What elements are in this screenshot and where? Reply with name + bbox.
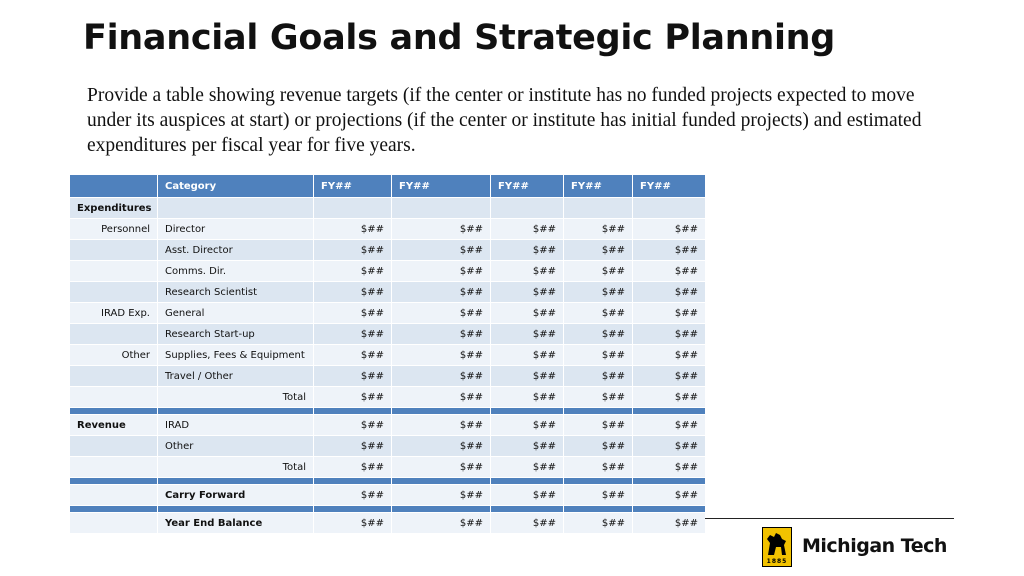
value-cell: $## <box>392 485 491 506</box>
value-cell: $## <box>314 261 392 282</box>
header-cell: FY## <box>564 175 633 198</box>
value-cell: $## <box>564 457 633 478</box>
category-cell: General <box>158 303 314 324</box>
value-cell: $## <box>633 366 706 387</box>
value-cell: $## <box>392 415 491 436</box>
value-cell: $## <box>564 366 633 387</box>
table-row <box>70 345 706 366</box>
value-cell: $## <box>491 485 564 506</box>
category-cell: Supplies, Fees & Equipment <box>158 345 314 366</box>
value-cell: $## <box>314 303 392 324</box>
value-cell: $## <box>314 415 392 436</box>
value-cell: $## <box>633 457 706 478</box>
value-cell: $## <box>564 415 633 436</box>
value-cell: $## <box>564 324 633 345</box>
expenditures-section-row <box>70 198 706 219</box>
table-header-row <box>70 175 706 198</box>
value-cell: $## <box>491 282 564 303</box>
group-label <box>70 240 158 261</box>
table-row <box>70 366 706 387</box>
value-cell: $## <box>564 345 633 366</box>
value-cell: $## <box>564 485 633 506</box>
category-cell: Director <box>158 219 314 240</box>
value-cell: $## <box>392 219 491 240</box>
value-cell: $## <box>633 324 706 345</box>
value-cell: $## <box>392 457 491 478</box>
value-cell: $## <box>564 303 633 324</box>
value-cell: $## <box>491 324 564 345</box>
group-label: Personnel <box>70 219 158 240</box>
value-cell: $## <box>314 513 392 534</box>
category-cell: Research Start-up <box>158 324 314 345</box>
value-cell: $## <box>314 219 392 240</box>
value-cell: $## <box>633 219 706 240</box>
table-row <box>70 282 706 303</box>
value-cell: $## <box>491 513 564 534</box>
value-cell: $## <box>314 282 392 303</box>
value-cell: $## <box>633 282 706 303</box>
section-separator <box>70 506 706 513</box>
total-label: Total <box>158 457 314 478</box>
table-row <box>70 436 706 457</box>
group-label <box>70 261 158 282</box>
year-end-balance-row <box>70 513 706 534</box>
value-cell: $## <box>314 366 392 387</box>
category-cell: Other <box>158 436 314 457</box>
value-cell: $## <box>392 387 491 408</box>
value-cell: $## <box>491 303 564 324</box>
group-label: Other <box>70 345 158 366</box>
header-cell: FY## <box>633 175 706 198</box>
section-label: Revenue <box>70 415 158 436</box>
value-cell: $## <box>491 457 564 478</box>
value-cell: $## <box>564 513 633 534</box>
value-cell: $## <box>491 387 564 408</box>
group-label: IRAD Exp. <box>70 303 158 324</box>
logo-year: 1885 <box>766 558 788 565</box>
total-label: Total <box>158 387 314 408</box>
value-cell: $## <box>633 387 706 408</box>
value-cell: $## <box>633 240 706 261</box>
year-end-balance-label: Year End Balance <box>158 513 314 534</box>
value-cell: $## <box>491 436 564 457</box>
table-row <box>70 219 706 240</box>
carry-forward-row <box>70 485 706 506</box>
value-cell: $## <box>314 485 392 506</box>
value-cell: $## <box>633 303 706 324</box>
table-row <box>70 324 706 345</box>
value-cell: $## <box>392 324 491 345</box>
value-cell: $## <box>564 436 633 457</box>
value-cell: $## <box>633 513 706 534</box>
group-label <box>70 282 158 303</box>
header-cell <box>70 175 158 198</box>
value-cell: $## <box>564 282 633 303</box>
value-cell: $## <box>314 324 392 345</box>
page-description: Provide a table showing revenue targets (if the center or institute has no funded projects expected to move under its auspices at start) or projections (if the center or institute has initial funded projects) and estimated expenditures per fiscal year for five years. <box>87 85 922 156</box>
financial-table <box>69 174 706 534</box>
revenue-total-row <box>70 457 706 478</box>
value-cell: $## <box>392 366 491 387</box>
value-cell: $## <box>491 261 564 282</box>
value-cell: $## <box>392 282 491 303</box>
value-cell: $## <box>633 485 706 506</box>
value-cell: $## <box>491 219 564 240</box>
value-cell: $## <box>392 513 491 534</box>
value-cell: $## <box>491 240 564 261</box>
footer-divider <box>705 518 954 519</box>
value-cell: $## <box>314 240 392 261</box>
group-label <box>70 324 158 345</box>
table-row <box>70 261 706 282</box>
value-cell: $## <box>491 345 564 366</box>
section-label: Expenditures <box>70 198 158 219</box>
category-cell: Research Scientist <box>158 282 314 303</box>
table-row <box>70 303 706 324</box>
value-cell: $## <box>314 457 392 478</box>
category-cell: Comms. Dir. <box>158 261 314 282</box>
university-logo <box>762 527 957 567</box>
table-row <box>70 240 706 261</box>
header-cell: FY## <box>314 175 392 198</box>
value-cell: $## <box>633 261 706 282</box>
category-cell: IRAD <box>158 415 314 436</box>
value-cell: $## <box>564 261 633 282</box>
value-cell: $## <box>392 240 491 261</box>
value-cell: $## <box>564 219 633 240</box>
header-cell: FY## <box>491 175 564 198</box>
carry-forward-label: Carry Forward <box>158 485 314 506</box>
value-cell: $## <box>564 387 633 408</box>
value-cell: $## <box>392 303 491 324</box>
husky-icon <box>762 527 792 567</box>
value-cell: $## <box>564 240 633 261</box>
value-cell: $## <box>314 387 392 408</box>
category-cell: Asst. Director <box>158 240 314 261</box>
section-separator <box>70 478 706 485</box>
table-row <box>70 415 706 436</box>
value-cell: $## <box>633 345 706 366</box>
expenditures-total-row <box>70 387 706 408</box>
value-cell: $## <box>633 415 706 436</box>
value-cell: $## <box>491 415 564 436</box>
value-cell: $## <box>633 436 706 457</box>
value-cell: $## <box>314 345 392 366</box>
value-cell: $## <box>491 366 564 387</box>
value-cell: $## <box>392 345 491 366</box>
value-cell: $## <box>392 436 491 457</box>
value-cell: $## <box>314 436 392 457</box>
logo-wordmark: Michigan Tech <box>802 535 947 557</box>
section-separator <box>70 408 706 415</box>
category-cell: Travel / Other <box>158 366 314 387</box>
page-title: Financial Goals and Strategic Planning <box>83 18 836 58</box>
header-cell: FY## <box>392 175 491 198</box>
value-cell: $## <box>392 261 491 282</box>
header-cell: Category <box>158 175 314 198</box>
group-label <box>70 366 158 387</box>
